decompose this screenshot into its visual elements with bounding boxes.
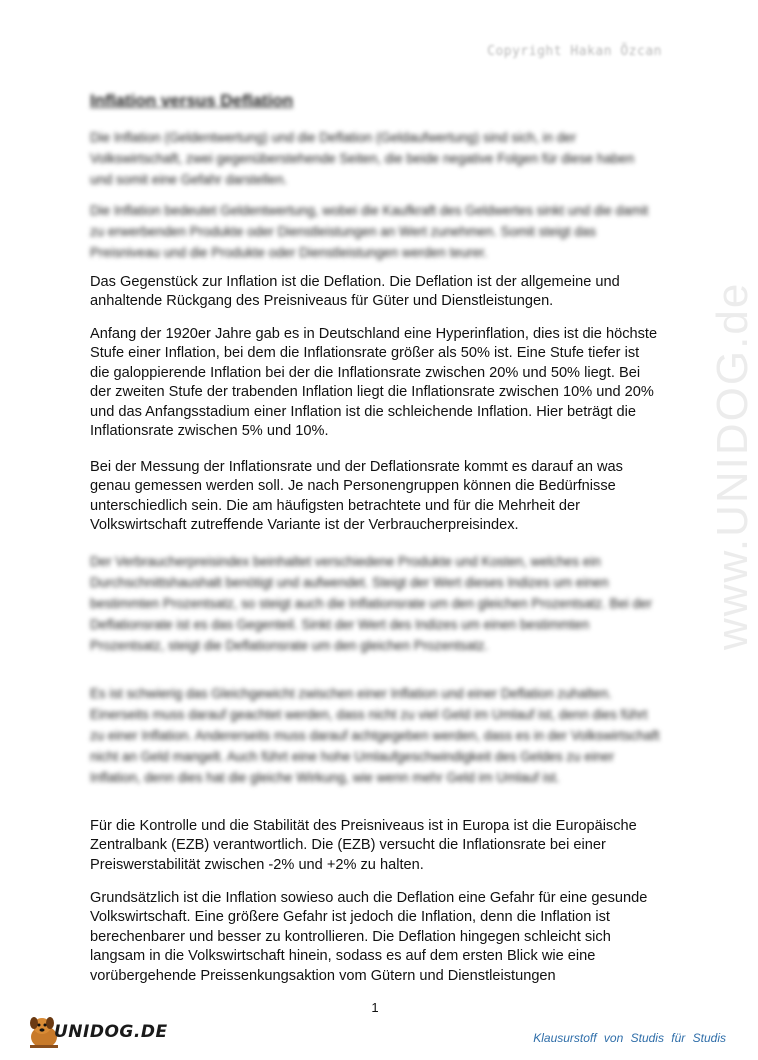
document-title: Inflation versus Deflation bbox=[90, 91, 294, 110]
paragraph-ecb: Für die Kontrolle und die Stabilität des Preisniveaus ist in Europa ist die Europäische Zentralbank (EZB) verantwortlich. Die (EZB) versucht die Inflationsrate bei einer Preiswerstabilität zwischen -2% und +2% zu halten. bbox=[90, 818, 637, 873]
paragraph-conclusion: Grundsätzlich ist die Inflation sowieso auch die Deflation eine Gefahr für eine gesunde Volkswirtschaft. Eine größere Gefahr ist jedoch die Inflation, denn die Inflation ist berechenbarer und besser zu kontrollieren. Die Deflation hingegen schleicht sich langsam in die Volkswirtschaft hinein, sodass es auf dem ersten Blick wie eine vorübergehende Preissenkungsaktion vom Gütern und Dienstleistungen bbox=[90, 890, 648, 984]
paragraph-intro: Die Inflation (Geldentwertung) und die Deflation (Geldaufwertung) sind sich, in der Volkswirtschaft, zwei gegenüberstehende Seiten, die beide negative Folgen für diese haben und somit eine Gefahr darstellen. bbox=[90, 130, 635, 187]
watermark: www.UNIDOG.de bbox=[708, 281, 757, 650]
paragraph-equilibrium: Es ist schwierig das Gleichgewicht zwischen einer Inflation und einer Deflation zuhalten. Einerseits muss darauf geachtet werden, dass nicht zu viel Geld im Umlauf ist, denn dies führt zu einer Inflation. Andererseits muss darauf achtgegeben werden, dass es in der Volkswirtschaft nicht an Geld mangelt. Auch führt eine hohe Umlaufgeschwindigkeit des Geldes zu einer Inflation, denn dies hat die gleiche Wirkung, wie wenn mehr Geld im Umlauf ist. bbox=[90, 686, 660, 785]
paragraph-measurement: Bei der Messung der Inflationsrate und der Deflationsrate kommt es darauf an was genau gemessen werden soll. Je nach Personengruppen können die Bedürfnisse unterschiedlich sein. Die am häufigsten betrachtete und für die Mehrheit der Volkswirtschaft zutreffende Variante ist der Verbraucherpreisindex. bbox=[90, 459, 623, 534]
logo-text: UNIDOG.DE bbox=[54, 1022, 168, 1042]
paragraph-inflation-levels: Anfang der 1920er Jahre gab es in Deutschland eine Hyperinflation, dies ist die höchste Stufe einer Inflation, bei dem die Inflationsrate größer als 50% ist. Eine Stufe tiefer ist die galoppierende Inflation bei der die Inflationsrate zwischen 20% und 50% liegt. Bei der zweiten Stufe der trabenden Inflation liegt die Inflationsrate zwischen 10% und 20% und das Anfangsstadium einer Inflation ist die schleichende Inflation. Hier beträgt die Inflationsrate zwischen 5% und 10%. bbox=[90, 326, 658, 440]
copyright-notice: Copyright Hakan Özcan bbox=[487, 44, 662, 59]
footer-tagline: Klausurstoff von Studis für Studis bbox=[533, 1031, 726, 1045]
page-number: 1 bbox=[371, 1000, 379, 1015]
paragraph-price-index: Der Verbraucherpreisindex beinhaltet verschiedene Produkte und Kosten, welches ein Durchschnittshaushalt benötigt und aufwendet. Steigt der Wert dieses Indizes um einen bestimmten Prozentsatz, so steigt auch die Inflationsrate um den gleichen Prozentsatz. Bei der Deflationsrate ist es das Gegenteil. Sinkt der Wert des Indizes um einen bestimmten Prozentsatz, steigt die Deflationsrate um den gleichen Prozentsatz. bbox=[90, 554, 652, 653]
paragraph-inflation-definition: Die Inflation bedeutet Geldentwertung, wobei die Kaufkraft des Geldwertes sinkt und die damit zu erwerbenden Produkte oder Dienstleistungen an Wert zunehmen. Somit steigt das Preisniveau und die Produkte oder Dienstleistungen werden teurer. bbox=[90, 203, 649, 260]
paragraph-deflation-definition: Das Gegenstück zur Inflation ist die Deflation. Die Deflation ist der allgemeine und anhaltende Rückgang des Preisniveaus für Güter und Dienstleistungen. bbox=[90, 274, 620, 310]
